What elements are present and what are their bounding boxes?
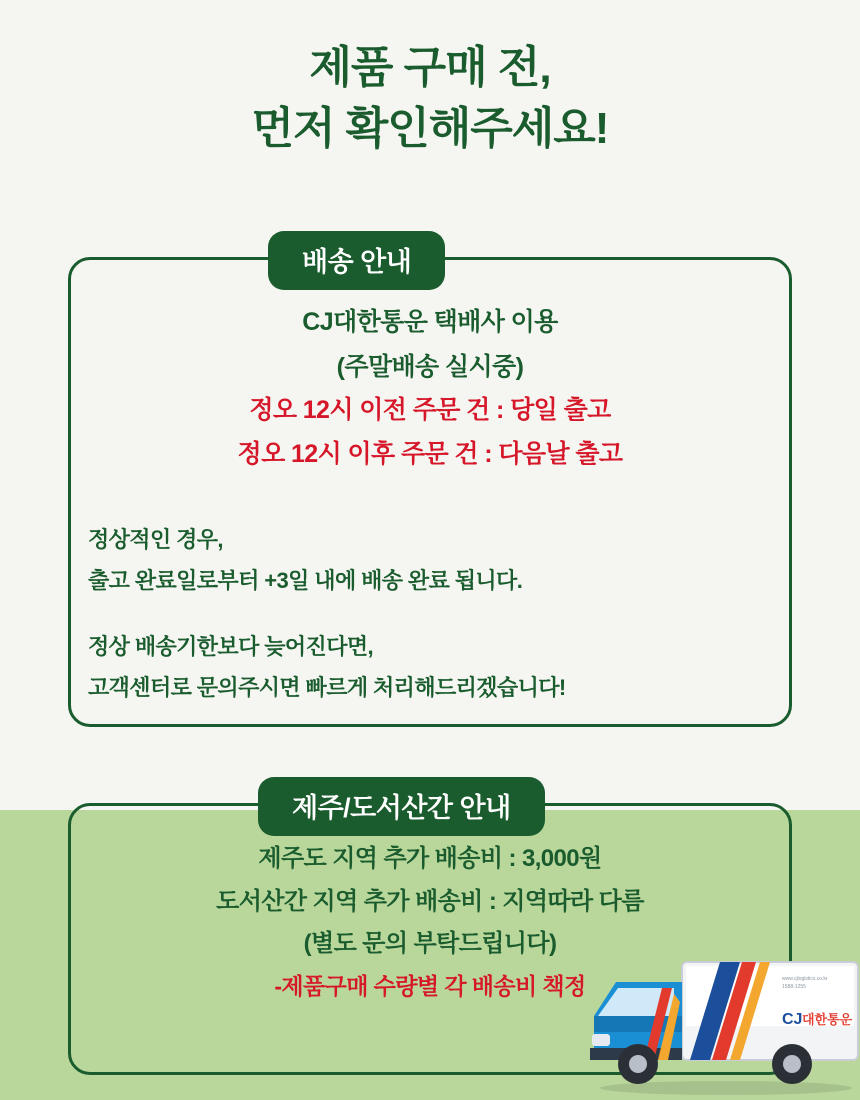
- delivery-truck-icon: [586, 952, 860, 1100]
- jeju-line-contact: (별도 문의 부탁드립니다): [303, 930, 557, 958]
- svg-text:www.cjlogistics.co.kr: www.cjlogistics.co.kr: [782, 976, 828, 982]
- shipping-detail-line-2: 출고 완료일로부터 +3일 내에 배송 완료 됩니다.: [88, 567, 523, 593]
- shipping-section-header: 배송 안내: [268, 231, 445, 290]
- shipping-detail-line-3: 정상 배송기한보다 늦어진다면,: [88, 634, 374, 660]
- page-title: [0, 38, 860, 159]
- shipping-line-weekend: (주말배송 실시중): [336, 352, 524, 381]
- jeju-section-header: 제주/도서산간 안내: [258, 777, 545, 836]
- shipping-line-courier: CJ대한통운 택배사 이용: [302, 308, 558, 336]
- jeju-line-jeju-fee: 제주도 지역 추가 배송비 : 3,000원: [258, 845, 602, 872]
- shipping-detail-spacer: [88, 601, 778, 627]
- shipping-detail-line-4: 고객센터로 문의주시면 빠르게 처리해드리겠습니다!: [88, 675, 566, 701]
- jeju-line-quantity-note: -제품구매 수량별 각 배송비 책정: [274, 973, 586, 1000]
- shipping-detail-line-1: 정상적인 경우,: [88, 527, 223, 552]
- shipping-line-after-noon: 정오 12시 이후 주문 건 : 다음날 출고: [237, 439, 623, 468]
- page-title-line-2: 먼저 확인해주세요!: [251, 103, 609, 153]
- shipping-line-before-noon: 정오 12시 이전 주문 건 : 당일 출고: [249, 396, 611, 424]
- truck-brand-text: CJ: [782, 1011, 803, 1028]
- shipping-detail-text: [88, 520, 778, 709]
- jeju-line-remote-fee: 도서산간 지역 추가 배송비 : 지역따라 다름: [216, 887, 644, 915]
- svg-text:대한통운: 대한통운: [802, 1012, 853, 1027]
- page-title-line-1: 제품 구매 전,: [309, 43, 551, 92]
- svg-text:1588-1255: 1588-1255: [782, 984, 806, 990]
- shipping-centered-text: [68, 300, 792, 476]
